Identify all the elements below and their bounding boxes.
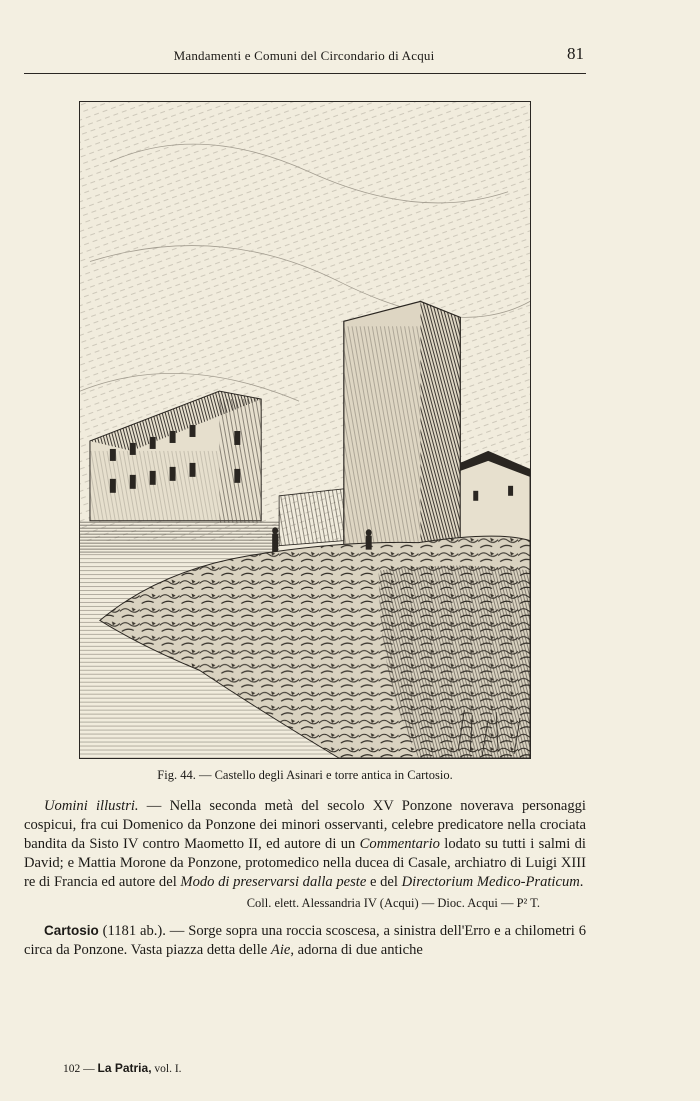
volume-label: vol. I. bbox=[151, 1063, 182, 1075]
electoral-citation: Coll. elett. Alessandria IV (Acqui) — Dioc. Acqui — P² T. bbox=[246, 896, 540, 910]
page-number: 81 bbox=[567, 44, 584, 63]
italic-title: Commentario bbox=[359, 836, 440, 852]
paragraph-cartosio bbox=[24, 921, 586, 960]
body-text bbox=[24, 797, 586, 960]
italic-title: Modo di preservarsi dalla peste bbox=[180, 874, 367, 890]
publication-title: La Patria, bbox=[97, 1061, 152, 1075]
header-rule bbox=[24, 73, 586, 74]
paragraph-uomini-illustri bbox=[24, 797, 586, 892]
italic-term: Aie bbox=[270, 942, 291, 958]
section-lead: Cartosio bbox=[44, 923, 99, 938]
engraving-illustration bbox=[79, 101, 531, 759]
text-run: — Nella seconda metà del secolo XV Ponzone noverava personaggi cospicui, fra cui Domenico da Ponzone dei minori osservanti, celebre predicatore nella crociata bandita da Sisto IV contro Maometto II, ed autore di un bbox=[24, 798, 586, 852]
castle-tower-engraving bbox=[80, 102, 530, 758]
section-lead: Uomini illustri. bbox=[44, 798, 139, 814]
italic-title: Directorium Medico-Praticum bbox=[401, 874, 580, 890]
page-header bbox=[24, 44, 584, 68]
text-run: lodato su tutti i salmi di David; e Mattia Morone da Ponzone, protomedico nella ducea di Casale, archiatro di Luigi XIII re di Francia ed autore del bbox=[24, 836, 586, 890]
text-run: (1181 ab.). — Sorge sopra una roccia scoscesa, a sinistra dell'Erro e a chilometri 6 circa da Ponzone. Vasta piazza detta delle bbox=[24, 923, 586, 958]
page-footer bbox=[63, 1061, 182, 1075]
text-run: . bbox=[579, 874, 584, 890]
text-run: , adorna di due antiche bbox=[290, 942, 423, 958]
figure-caption: Fig. 44. — Castello degli Asinari e torre antica in Cartosio. bbox=[157, 768, 453, 782]
text-run: e del bbox=[366, 874, 402, 890]
footer-signature: 102 — bbox=[63, 1063, 98, 1075]
running-title: Mandamenti e Comuni del Circondario di Acqui bbox=[173, 48, 435, 63]
